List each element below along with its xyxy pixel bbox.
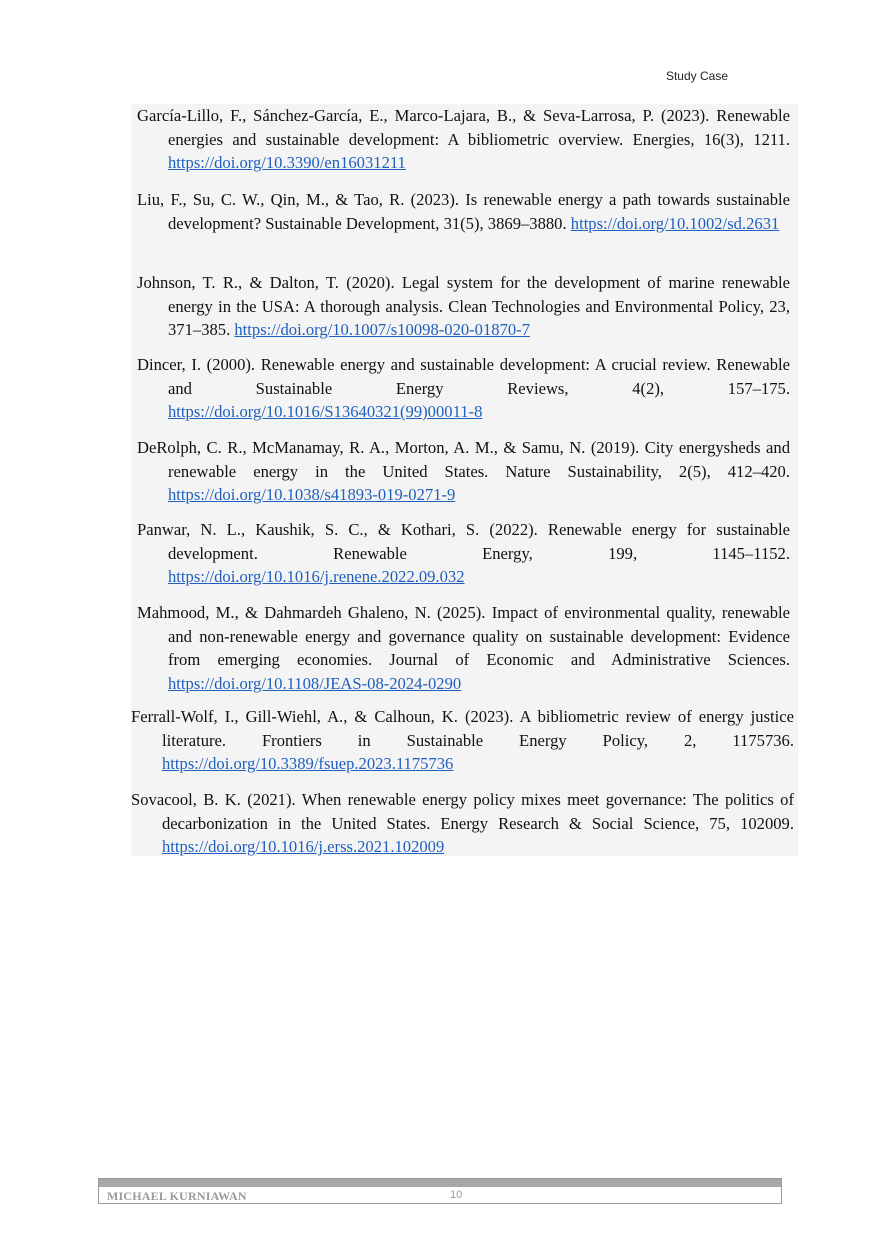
reference-entry: [137, 104, 790, 175]
reference-text: Sovacool, B. K. (2021). When renewable energy policy mixes meet governance: The politics of decarbonization in the United States. Energy Research & Social Science, 75, 102009.: [131, 790, 794, 833]
reference-text: DeRolph, C. R., McManamay, R. A., Morton, A. M., & Samu, N. (2019). City energysheds and renewable energy in the United States. Nature Sustainability, 2(5), 412–420.: [137, 438, 790, 481]
reference-entry: [137, 601, 790, 695]
reference-text: García-Lillo, F., Sánchez-García, E., Marco-Lajara, B., & Seva-Larrosa, P. (2023). Renewable energies and sustainable development: A bibliometric overview. Energies, 16(3), 1211.: [137, 106, 790, 149]
reference-entry: [137, 271, 790, 342]
reference-doi-link[interactable]: https://doi.org/10.1007/s10098-020-01870-7: [234, 320, 530, 339]
reference-text: Panwar, N. L., Kaushik, S. C., & Kothari, S. (2022). Renewable energy for sustainable development. Renewable Energy, 199, 1145–1152.: [137, 520, 790, 563]
footer-rule: [99, 1179, 781, 1187]
reference-doi-link[interactable]: https://doi.org/10.1016/j.renene.2022.09.032: [168, 567, 465, 586]
reference-text: Ferrall-Wolf, I., Gill-Wiehl, A., & Calhoun, K. (2023). A bibliometric review of energy justice literature. Frontiers in Sustainable Energy Policy, 2, 1175736.: [131, 707, 794, 750]
reference-doi-link[interactable]: https://doi.org/10.1016/j.erss.2021.102009: [162, 837, 445, 856]
reference-entry: [137, 353, 790, 424]
reference-entry: [131, 705, 794, 776]
reference-text: Johnson, T. R., & Dalton, T. (2020). Legal system for the development of marine renewable energy in the USA: A thorough analysis. Clean Technologies and Environmental Policy, 23, 371–385.: [137, 273, 790, 339]
reference-doi-link[interactable]: https://doi.org/10.3390/en16031211: [168, 153, 406, 172]
reference-entry: [137, 518, 790, 589]
reference-entry: [131, 788, 794, 859]
reference-doi-link[interactable]: https://doi.org/10.1002/sd.2631: [570, 213, 780, 233]
footer-page-number: 10: [450, 1189, 463, 1201]
reference-doi-link[interactable]: https://doi.org/10.1038/s41893-019-0271-9: [168, 485, 456, 504]
reference-text: Mahmood, M., & Dahmardeh Ghaleno, N. (2025). Impact of environmental quality, renewable and non-renewable energy and governance quality on sustainable development: Evidence from emerging economies. Journal of Economic and Administrative Sciences.: [137, 603, 790, 669]
reference-doi-link[interactable]: https://doi.org/10.1016/S13640321(99)00011-8: [168, 402, 483, 421]
reference-text: Liu, F., Su, C. W., Qin, M., & Tao, R. (2023). Is renewable energy a path towards sustainable development? Sustainable Development, 31(5), 3869–3880.: [137, 190, 790, 233]
page-footer: [98, 1178, 782, 1204]
references-list: [131, 104, 798, 856]
reference-doi-link[interactable]: https://doi.org/10.1108/JEAS-08-2024-0290: [168, 673, 462, 693]
reference-entry: [137, 436, 790, 507]
reference-text: Dincer, I. (2000). Renewable energy and sustainable development: A crucial review. Renewable and Sustainable Energy Reviews, 4(2), 157–175.: [137, 355, 790, 398]
reference-doi-link[interactable]: https://doi.org/10.3389/fsuep.2023.1175736: [162, 754, 454, 773]
page-header-label: Study Case: [665, 69, 728, 83]
footer-author: MICHAEL KURNIAWAN: [107, 1189, 247, 1203]
reference-entry: [137, 188, 790, 235]
